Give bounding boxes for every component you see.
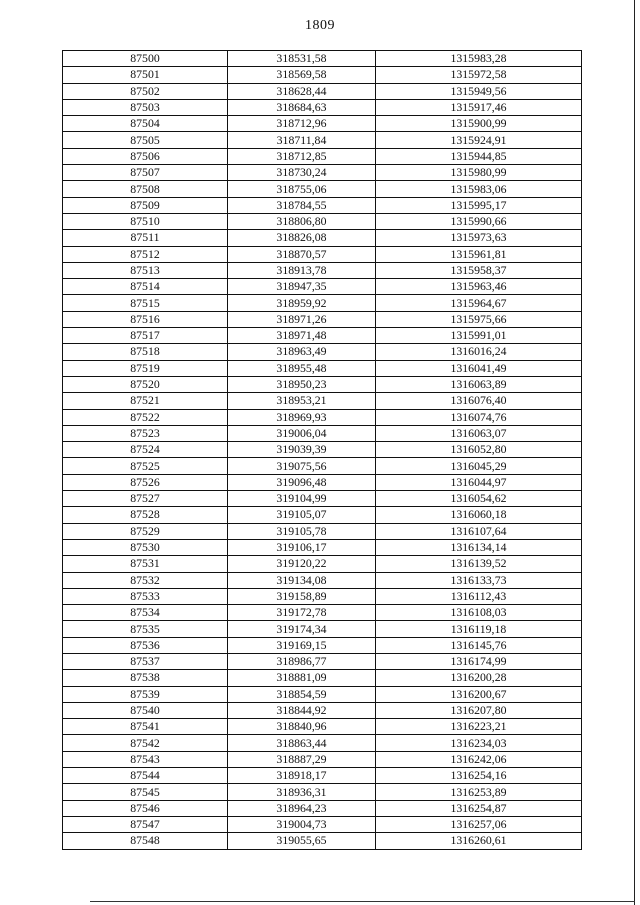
point-number-cell: 87505 <box>63 132 228 148</box>
table-row <box>63 425 582 441</box>
point-number-cell: 87547 <box>63 816 228 832</box>
table-row <box>63 491 582 507</box>
x-coordinate-cell: 319134,08 <box>228 572 376 588</box>
point-number-cell: 87530 <box>63 539 228 555</box>
x-coordinate-cell: 319006,04 <box>228 425 376 441</box>
y-coordinate-cell: 1316107,64 <box>376 523 582 539</box>
table-row <box>63 279 582 295</box>
point-number-cell: 87544 <box>63 768 228 784</box>
table-row <box>63 230 582 246</box>
table-row <box>63 458 582 474</box>
x-coordinate-cell: 318730,24 <box>228 165 376 181</box>
y-coordinate-cell: 1315963,46 <box>376 279 582 295</box>
y-coordinate-cell: 1315964,67 <box>376 295 582 311</box>
x-coordinate-cell: 318712,85 <box>228 148 376 164</box>
y-coordinate-cell: 1315944,85 <box>376 148 582 164</box>
y-coordinate-cell: 1316063,07 <box>376 425 582 441</box>
x-coordinate-cell: 318712,96 <box>228 116 376 132</box>
table-row <box>63 751 582 767</box>
y-coordinate-cell: 1315980,99 <box>376 165 582 181</box>
point-number-cell: 87527 <box>63 491 228 507</box>
table-row <box>63 197 582 213</box>
point-number-cell: 87541 <box>63 719 228 735</box>
point-number-cell: 87512 <box>63 246 228 262</box>
x-coordinate-cell: 318684,63 <box>228 99 376 115</box>
table-row <box>63 816 582 832</box>
x-coordinate-cell: 318950,23 <box>228 376 376 392</box>
point-number-cell: 87545 <box>63 784 228 800</box>
point-number-cell: 87510 <box>63 213 228 229</box>
table-row <box>63 523 582 539</box>
y-coordinate-cell: 1316054,62 <box>376 491 582 507</box>
x-coordinate-cell: 318569,58 <box>228 67 376 83</box>
point-number-cell: 87519 <box>63 360 228 376</box>
point-number-cell: 87539 <box>63 686 228 702</box>
point-number-cell: 87546 <box>63 800 228 816</box>
point-number-cell: 87540 <box>63 702 228 718</box>
table-row <box>63 686 582 702</box>
x-coordinate-cell: 318913,78 <box>228 262 376 278</box>
y-coordinate-cell: 1316112,43 <box>376 588 582 604</box>
y-coordinate-cell: 1316260,61 <box>376 833 582 849</box>
y-coordinate-cell: 1315995,17 <box>376 197 582 213</box>
x-coordinate-cell: 319172,78 <box>228 605 376 621</box>
point-number-cell: 87524 <box>63 442 228 458</box>
point-number-cell: 87528 <box>63 507 228 523</box>
y-coordinate-cell: 1315983,28 <box>376 51 582 67</box>
point-number-cell: 87506 <box>63 148 228 164</box>
point-number-cell: 87533 <box>63 588 228 604</box>
point-number-cell: 87507 <box>63 165 228 181</box>
table-row <box>63 572 582 588</box>
x-coordinate-cell: 318964,23 <box>228 800 376 816</box>
point-number-cell: 87529 <box>63 523 228 539</box>
y-coordinate-cell: 1316257,06 <box>376 816 582 832</box>
point-number-cell: 87536 <box>63 637 228 653</box>
y-coordinate-cell: 1315900,99 <box>376 116 582 132</box>
x-coordinate-cell: 318840,96 <box>228 719 376 735</box>
point-number-cell: 87542 <box>63 735 228 751</box>
point-number-cell: 87509 <box>63 197 228 213</box>
x-coordinate-cell: 319055,65 <box>228 833 376 849</box>
point-number-cell: 87517 <box>63 328 228 344</box>
y-coordinate-cell: 1315958,37 <box>376 262 582 278</box>
table-row <box>63 474 582 490</box>
table-row <box>63 148 582 164</box>
y-coordinate-cell: 1316134,14 <box>376 539 582 555</box>
point-number-cell: 87531 <box>63 556 228 572</box>
point-number-cell: 87516 <box>63 311 228 327</box>
point-number-cell: 87515 <box>63 295 228 311</box>
table-row <box>63 833 582 849</box>
x-coordinate-cell: 318887,29 <box>228 751 376 767</box>
table-row <box>63 702 582 718</box>
x-coordinate-cell: 319039,39 <box>228 442 376 458</box>
table-row <box>63 409 582 425</box>
y-coordinate-cell: 1316139,52 <box>376 556 582 572</box>
table-row <box>63 246 582 262</box>
point-number-cell: 87521 <box>63 393 228 409</box>
y-coordinate-cell: 1316076,40 <box>376 393 582 409</box>
coordinates-table-body <box>63 51 582 850</box>
table-row <box>63 67 582 83</box>
point-number-cell: 87502 <box>63 83 228 99</box>
y-coordinate-cell: 1315917,46 <box>376 99 582 115</box>
point-number-cell: 87511 <box>63 230 228 246</box>
x-coordinate-cell: 318936,31 <box>228 784 376 800</box>
point-number-cell: 87503 <box>63 99 228 115</box>
scan-bottom-edge <box>90 901 635 902</box>
x-coordinate-cell: 318918,17 <box>228 768 376 784</box>
table-row <box>63 165 582 181</box>
table-row <box>63 588 582 604</box>
x-coordinate-cell: 319174,34 <box>228 621 376 637</box>
table-row <box>63 442 582 458</box>
point-number-cell: 87526 <box>63 474 228 490</box>
x-coordinate-cell: 318971,48 <box>228 328 376 344</box>
table-row <box>63 539 582 555</box>
y-coordinate-cell: 1315924,91 <box>376 132 582 148</box>
table-row <box>63 311 582 327</box>
y-coordinate-cell: 1315972,58 <box>376 67 582 83</box>
x-coordinate-cell: 319106,17 <box>228 539 376 555</box>
x-coordinate-cell: 318969,93 <box>228 409 376 425</box>
x-coordinate-cell: 318755,06 <box>228 181 376 197</box>
y-coordinate-cell: 1315991,01 <box>376 328 582 344</box>
table-row <box>63 393 582 409</box>
y-coordinate-cell: 1316108,03 <box>376 605 582 621</box>
x-coordinate-cell: 318881,09 <box>228 670 376 686</box>
table-row <box>63 181 582 197</box>
y-coordinate-cell: 1315975,66 <box>376 311 582 327</box>
table-row <box>63 213 582 229</box>
y-coordinate-cell: 1316174,99 <box>376 653 582 669</box>
point-number-cell: 87525 <box>63 458 228 474</box>
y-coordinate-cell: 1315983,06 <box>376 181 582 197</box>
y-coordinate-cell: 1316234,03 <box>376 735 582 751</box>
point-number-cell: 87523 <box>63 425 228 441</box>
table-row <box>63 653 582 669</box>
point-number-cell: 87534 <box>63 605 228 621</box>
point-number-cell: 87520 <box>63 376 228 392</box>
table-row <box>63 376 582 392</box>
x-coordinate-cell: 318826,08 <box>228 230 376 246</box>
point-number-cell: 87500 <box>63 51 228 67</box>
x-coordinate-cell: 318863,44 <box>228 735 376 751</box>
x-coordinate-cell: 319120,22 <box>228 556 376 572</box>
x-coordinate-cell: 318854,59 <box>228 686 376 702</box>
y-coordinate-cell: 1316041,49 <box>376 360 582 376</box>
table-row <box>63 735 582 751</box>
point-number-cell: 87543 <box>63 751 228 767</box>
y-coordinate-cell: 1315961,81 <box>376 246 582 262</box>
y-coordinate-cell: 1316060,18 <box>376 507 582 523</box>
y-coordinate-cell: 1316052,80 <box>376 442 582 458</box>
table-row <box>63 556 582 572</box>
table-row <box>63 116 582 132</box>
table-row <box>63 99 582 115</box>
page-number: 1809 <box>305 18 335 33</box>
table-row <box>63 784 582 800</box>
y-coordinate-cell: 1315990,66 <box>376 213 582 229</box>
y-coordinate-cell: 1316119,18 <box>376 621 582 637</box>
x-coordinate-cell: 319105,07 <box>228 507 376 523</box>
y-coordinate-cell: 1316145,76 <box>376 637 582 653</box>
x-coordinate-cell: 319075,56 <box>228 458 376 474</box>
x-coordinate-cell: 318844,92 <box>228 702 376 718</box>
x-coordinate-cell: 318806,80 <box>228 213 376 229</box>
x-coordinate-cell: 319158,89 <box>228 588 376 604</box>
y-coordinate-cell: 1316207,80 <box>376 702 582 718</box>
y-coordinate-cell: 1315949,56 <box>376 83 582 99</box>
y-coordinate-cell: 1316063,89 <box>376 376 582 392</box>
x-coordinate-cell: 319004,73 <box>228 816 376 832</box>
x-coordinate-cell: 318531,58 <box>228 51 376 67</box>
y-coordinate-cell: 1316074,76 <box>376 409 582 425</box>
y-coordinate-cell: 1316253,89 <box>376 784 582 800</box>
table-row <box>63 507 582 523</box>
table-row <box>63 621 582 637</box>
y-coordinate-cell: 1316016,24 <box>376 344 582 360</box>
point-number-cell: 87522 <box>63 409 228 425</box>
y-coordinate-cell: 1316045,29 <box>376 458 582 474</box>
point-number-cell: 87518 <box>63 344 228 360</box>
point-number-cell: 87532 <box>63 572 228 588</box>
point-number-cell: 87535 <box>63 621 228 637</box>
y-coordinate-cell: 1316254,87 <box>376 800 582 816</box>
table-row <box>63 51 582 67</box>
table-row <box>63 344 582 360</box>
y-coordinate-cell: 1316133,73 <box>376 572 582 588</box>
table-row <box>63 132 582 148</box>
y-coordinate-cell: 1315973,63 <box>376 230 582 246</box>
x-coordinate-cell: 318711,84 <box>228 132 376 148</box>
x-coordinate-cell: 318628,44 <box>228 83 376 99</box>
y-coordinate-cell: 1316223,21 <box>376 719 582 735</box>
point-number-cell: 87514 <box>63 279 228 295</box>
x-coordinate-cell: 318947,35 <box>228 279 376 295</box>
x-coordinate-cell: 318971,26 <box>228 311 376 327</box>
table-row <box>63 83 582 99</box>
x-coordinate-cell: 318986,77 <box>228 653 376 669</box>
y-coordinate-cell: 1316044,97 <box>376 474 582 490</box>
x-coordinate-cell: 318784,55 <box>228 197 376 213</box>
x-coordinate-cell: 318953,21 <box>228 393 376 409</box>
x-coordinate-cell: 319105,78 <box>228 523 376 539</box>
y-coordinate-cell: 1316200,28 <box>376 670 582 686</box>
point-number-cell: 87538 <box>63 670 228 686</box>
point-number-cell: 87513 <box>63 262 228 278</box>
x-coordinate-cell: 318955,48 <box>228 360 376 376</box>
table-row <box>63 262 582 278</box>
point-number-cell: 87537 <box>63 653 228 669</box>
table-row <box>63 637 582 653</box>
point-number-cell: 87504 <box>63 116 228 132</box>
table-row <box>63 295 582 311</box>
x-coordinate-cell: 319169,15 <box>228 637 376 653</box>
table-row <box>63 360 582 376</box>
table-row <box>63 328 582 344</box>
y-coordinate-cell: 1316242,06 <box>376 751 582 767</box>
y-coordinate-cell: 1316254,16 <box>376 768 582 784</box>
table-row <box>63 800 582 816</box>
point-number-cell: 87548 <box>63 833 228 849</box>
scan-right-edge <box>634 0 635 905</box>
x-coordinate-cell: 318870,57 <box>228 246 376 262</box>
x-coordinate-cell: 319096,48 <box>228 474 376 490</box>
x-coordinate-cell: 318963,49 <box>228 344 376 360</box>
table-row <box>63 670 582 686</box>
x-coordinate-cell: 318959,92 <box>228 295 376 311</box>
table-row <box>63 768 582 784</box>
point-number-cell: 87508 <box>63 181 228 197</box>
coordinates-table <box>62 50 582 850</box>
table-row <box>63 605 582 621</box>
table-row <box>63 719 582 735</box>
y-coordinate-cell: 1316200,67 <box>376 686 582 702</box>
point-number-cell: 87501 <box>63 67 228 83</box>
x-coordinate-cell: 319104,99 <box>228 491 376 507</box>
